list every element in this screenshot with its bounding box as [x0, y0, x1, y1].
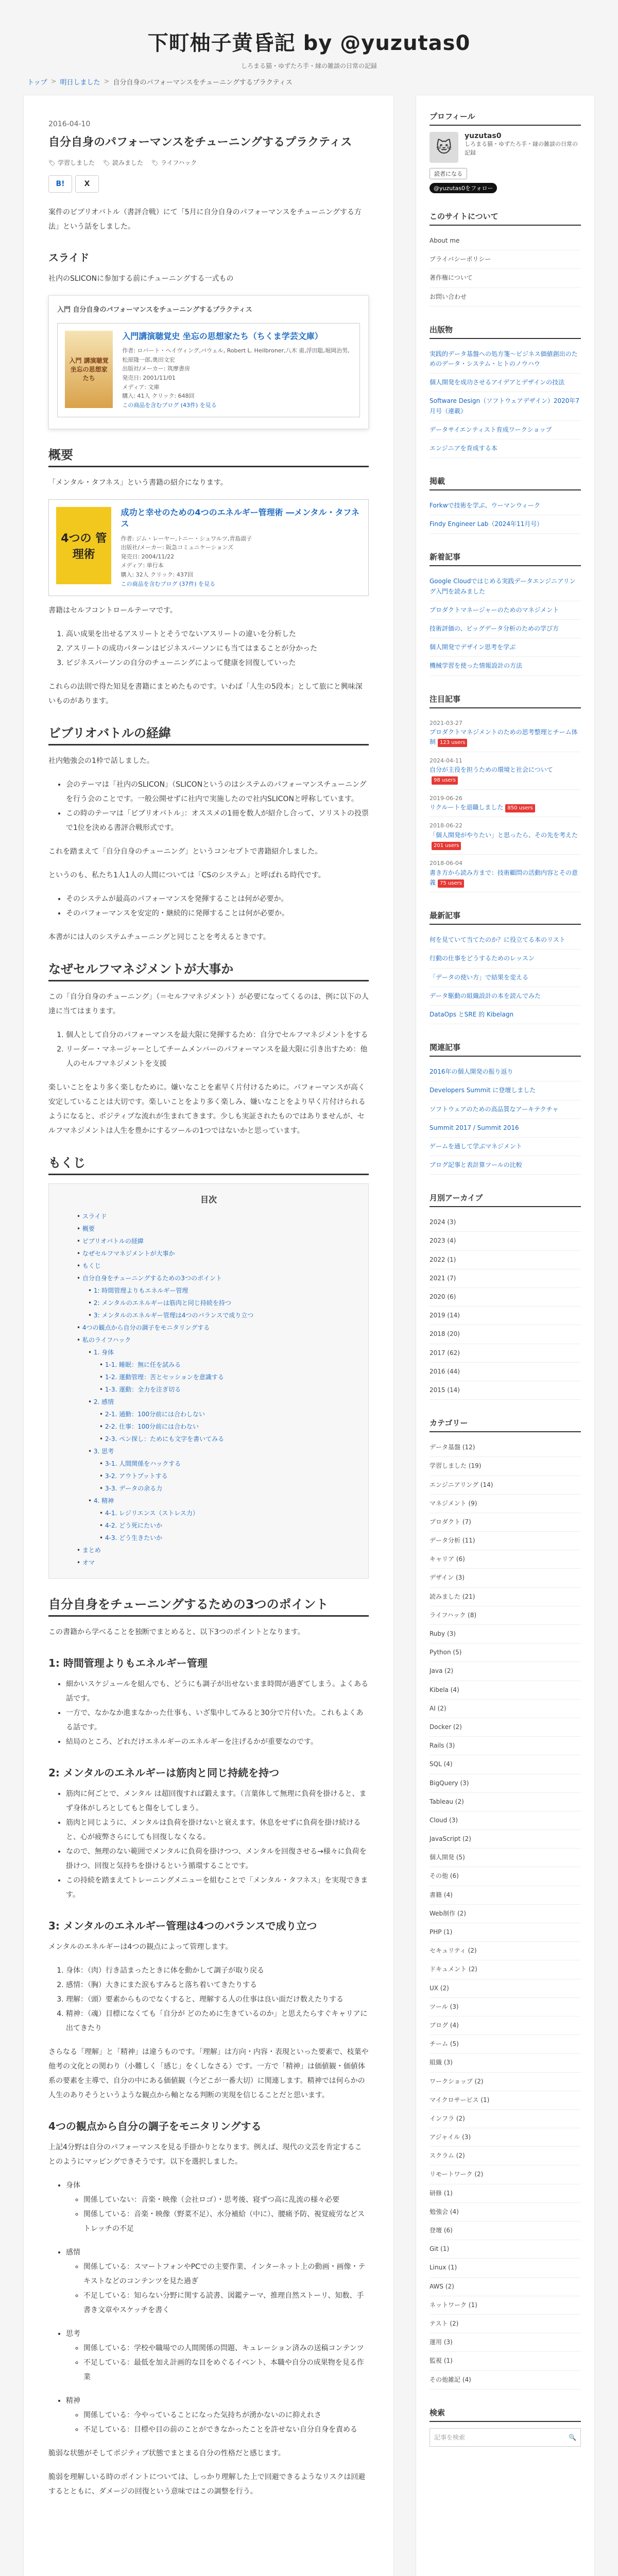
category-link[interactable]: リモートワーク (2) — [430, 2165, 581, 2184]
new-posts-list — [430, 572, 581, 675]
publications-heading: 出版物 — [430, 324, 581, 339]
new-post-link[interactable]: 機械学習を使った情報設計の方法 — [430, 657, 581, 675]
toc-item[interactable]: • 2-3. ペン探し：ためにも文字を書いてみる — [77, 1433, 350, 1445]
biblio-paragraph: 社内勉強会の1枠で話しました。 — [48, 757, 154, 766]
archive-link[interactable]: 2021 (7) — [430, 1269, 581, 1288]
share-buttons — [48, 175, 369, 193]
hatena-bookmark-button[interactable]: B! — [48, 175, 72, 193]
category-link[interactable]: エンジニアリング (14) — [430, 1476, 581, 1495]
book-meta-line: 発売日: 2001/11/01 — [122, 375, 176, 382]
category-link[interactable]: 書籍 (4) — [430, 1886, 581, 1905]
list-item: ◦ 関係している：音楽・映像（野菜不足）、水分補給（中に）、腰痛予防、視覚疲労などストレッチの不足 — [83, 2207, 369, 2236]
new-post-link[interactable]: 技術評価の、ビッグデータ分析のための学び方 — [430, 620, 581, 638]
point-1-heading: 1: 時間管理よりもエネルギー管理 — [48, 1657, 208, 1670]
related-post-link[interactable]: ゲームを通して学ぶマネジメント — [430, 1138, 581, 1156]
article — [23, 95, 394, 2576]
biblio-paragraph: これを踏まえて「自分自身のチューニング」というコンセプトで書籍紹介しました。 — [48, 848, 322, 856]
monitor-group-name: 思考 — [66, 2330, 80, 2338]
archive-heading: 月別アーカイブ — [430, 1192, 581, 1207]
category-link[interactable]: セキュリティ (2) — [430, 1942, 581, 1960]
book-meta-line: メディア: 単行本 — [121, 562, 164, 569]
toc-item[interactable]: • 概要 — [77, 1223, 350, 1235]
monitor-group — [66, 2394, 369, 2437]
toc-heading: もくじ — [48, 1153, 369, 1175]
category-link[interactable]: SQL (4) — [430, 1755, 581, 1774]
recent-post-link[interactable]: DataOps とSRE 的 Kibelagn — [430, 1006, 581, 1024]
new-post-link[interactable]: 個人開発でデザイン思考を学ぶ — [430, 638, 581, 657]
list-item: 1. 個人として自分のパフォーマンスを最大限に発揮するため：自分でセルフマネジメントをする — [66, 1028, 369, 1042]
book-meta-line: メディア: 文庫 — [122, 383, 160, 391]
toc-item[interactable]: • 1-2. 運動管理：苦とセッションを意識する — [77, 1371, 350, 1383]
popular-post[interactable] — [430, 715, 581, 752]
book-title-link[interactable]: 入門講演聴覚史 坐忘の思想家たち（ちくま学芸文庫） — [122, 331, 323, 341]
toc-item[interactable]: • 4つの観点から自分の調子をモニタリングする — [77, 1321, 350, 1334]
toc-item[interactable]: • 4-1. レジリエンス（ストレス力） — [77, 1507, 350, 1519]
category-link[interactable]: AWS (2) — [430, 2278, 581, 2296]
archive-link[interactable]: 2023 (4) — [430, 1232, 581, 1250]
archive-link[interactable]: 2015 (14) — [430, 1381, 581, 1400]
toc-item[interactable]: • 4. 精神 — [77, 1495, 350, 1507]
book-cover-image[interactable]: 入門 講演聴覚 坐忘の思想家たち — [65, 331, 113, 408]
toc-item[interactable]: • 1-1. 睡眠：無に任を試みる — [77, 1359, 350, 1371]
site-title[interactable]: 下町柚子黄昏記 by @yuzutas0 — [147, 31, 471, 55]
list-item: • 会のテーマは「社内のSLICON」（SLICONというのはシステムのパフォーマンスチューニングを行う会のことです。一般公開せずに社内で実施したので社内SLICONと呼称しています。 — [66, 777, 369, 806]
category-link[interactable]: Docker (2) — [430, 1718, 581, 1737]
book-meta-line: 購入: 32人 クリック: 437回 — [121, 571, 193, 579]
category-link[interactable]: Cloud (3) — [430, 1811, 581, 1830]
book-blog-link[interactable]: この商品を含むブログ (43件) を見る — [122, 401, 217, 409]
about-link[interactable]: プライバシーポリシー — [430, 250, 581, 269]
toc-item[interactable]: • 3-1. 人間関係をハックする — [77, 1458, 350, 1470]
follow-button[interactable]: 読者になる — [430, 168, 467, 179]
book-meta — [121, 534, 361, 589]
users-badge[interactable]: 75 users — [438, 879, 464, 888]
popular-post[interactable] — [430, 817, 581, 855]
users-badge[interactable]: 850 users — [505, 804, 535, 812]
list-item: • そのシステムが最高のパフォーマンスを発揮することは何が必要か。 — [66, 892, 369, 906]
overview-text: 書籍はセルフコントロールテーマです。 — [48, 606, 177, 615]
list-item: ◦ 関係している：スマートフォンやPCでの主要作業、インターネット上の動画・画像・テキストなどのコンテンツを見た過ぎ — [83, 2260, 369, 2289]
toc-item[interactable]: • 1-3. 運動：全力を注ぎ切る — [77, 1383, 350, 1396]
list-item: • 細かいスケジュールを組んでも、どうにも調子が出せないまま時間が過ぎてしまう。よくある話です。 — [66, 1677, 369, 1706]
category-link[interactable]: PHP (1) — [430, 1923, 581, 1942]
toc-item[interactable]: • 4-3. どう生きたいか — [77, 1532, 350, 1544]
slides-label: 社内のSLICONに参加する前にチューニングする一式もの — [48, 274, 234, 283]
breadcrumb-home[interactable]: トップ — [27, 78, 47, 87]
book-title-link[interactable]: 成功と幸せのための4つのエネルギー管理術 ―メンタル・タフネス — [121, 507, 359, 529]
overview-list — [48, 627, 369, 670]
slide-title[interactable]: 入門 自分自身のパフォーマンスをチューニングするプラクティス — [57, 306, 252, 314]
publication-link[interactable]: データサイエンティスト育成ワークショップ — [430, 421, 581, 439]
post-tags — [48, 158, 369, 167]
archive-link[interactable]: 2024 (3) — [430, 1213, 581, 1232]
list-item: • この時のテーマは「ビブリオバトル」：オススメの1冊を数人が紹介し合って、ソリストの投票で1位を決める書評合戦形式です。 — [66, 806, 369, 835]
users-badge[interactable]: 123 users — [438, 739, 467, 747]
tag-link[interactable]: 🏷 読みました — [103, 158, 143, 167]
points-paragraph: この書籍から学べることを独断でまとめると、以下3つのポイントとなります。 — [48, 1628, 305, 1637]
media-list — [430, 497, 581, 534]
toc-item[interactable]: • 3-2. アウトプットする — [77, 1470, 350, 1482]
popular-post-title[interactable]: 「個人開発がやりたい」と思ったら、その先を考えた — [430, 831, 578, 839]
point-3-heading: 3: メンタルのエネルギー管理は4つのバランスで成り立つ — [48, 1920, 317, 1933]
toc-item[interactable]: • 私のライフハック — [77, 1334, 350, 1346]
toc-item[interactable]: • 2: メンタルのエネルギーは筋肉と同じ持続を持つ — [77, 1297, 350, 1309]
tag-link[interactable]: 🏷 ライフハック — [151, 158, 197, 167]
self-mgmt-list — [48, 1028, 369, 1071]
breadcrumb — [23, 68, 595, 95]
category-link[interactable]: UX (2) — [430, 1979, 581, 1998]
biblio-list — [48, 777, 369, 835]
book-meta-line: 出版社/メーカー: 筑摩書房 — [122, 365, 190, 372]
post-date: 2016-04-10 — [48, 120, 91, 128]
book-meta-line: 作者: ロバート・ヘイヴィング,パウェル, Robert L. Heilbroner,八木 甫,浮田聡,堀岡治男,松原隆一郎,奥田文宏 — [122, 347, 350, 363]
monitor-group — [66, 2327, 369, 2384]
search-input[interactable] — [430, 2428, 581, 2447]
category-link[interactable]: マネジメント (9) — [430, 1495, 581, 1513]
recent-posts-list — [430, 931, 581, 1024]
category-link[interactable]: 組織 (3) — [430, 2054, 581, 2072]
archive-link[interactable]: 2018 (20) — [430, 1325, 581, 1344]
popular-post[interactable] — [430, 855, 581, 892]
new-post-link[interactable]: プロダクトマネージャーのためのマネジメント — [430, 601, 581, 620]
category-link[interactable]: Rails (3) — [430, 1737, 581, 1755]
list-item: 2. アスリートの成功パターンはビジネスパーソンにも当てはまることが分かった — [66, 641, 369, 656]
category-link[interactable]: Kibela (4) — [430, 1681, 581, 1700]
media-heading: 掲載 — [430, 476, 581, 490]
monitor-group-name: 精神 — [66, 2397, 80, 2405]
category-link[interactable]: アジャイル (3) — [430, 2128, 581, 2147]
toc-item[interactable]: • 2-2. 仕事：100分前には合わない — [77, 1420, 350, 1433]
popular-post-title[interactable]: 書き方から読み方まで：技術顧問の活動内容とその意義 — [430, 869, 578, 887]
archive-link[interactable]: 2020 (6) — [430, 1288, 581, 1307]
category-link[interactable]: ブログ (4) — [430, 2016, 581, 2035]
breadcrumb-current: 自分自身のパフォーマンスをチューニングするプラクティス — [113, 78, 293, 87]
biblio-heading: ビブリオバトルの経緯 — [48, 723, 369, 745]
recent-post-link[interactable]: 「データの使い方」で結果を変える — [430, 969, 581, 987]
book-card-2[interactable] — [48, 499, 369, 596]
popular-post-date: 2018-06-04 — [430, 860, 462, 867]
category-link[interactable]: Linux (1) — [430, 2259, 581, 2277]
list-item: • 筋肉と同じように、メンタルは負荷を掛けないと衰えます。休息をせずに負荷を掛け続けると、心が疲弊さらにしても回復しなくなる。 — [66, 1816, 369, 1844]
book-meta-line: 購入: 41人 クリック: 648回 — [122, 393, 195, 400]
archive-list — [430, 1213, 581, 1400]
category-link[interactable]: 登壇 (6) — [430, 2222, 581, 2240]
book-cover-image[interactable]: 4つの 管理術 — [56, 507, 111, 584]
media-link[interactable]: Findy Engineer Lab（2024年11月号） — [430, 515, 581, 534]
category-link[interactable]: データ基盤 (12) — [430, 1438, 581, 1457]
list-item: ◦ 関係している：今やっていることになった気持ちが湧かないのに抑えれさ — [83, 2408, 369, 2422]
breadcrumb-separator-2: > — [104, 77, 110, 86]
archive-link[interactable]: 2016 (44) — [430, 1363, 581, 1381]
toc-item[interactable]: • 3-3. データの余る力 — [77, 1482, 350, 1495]
monitor-group-name: 身体 — [66, 2181, 80, 2190]
list-item: • なので、無理のない範囲でメンタルに負荷を掛けつつ、メンタルを回復させる→様々に負荷を掛けつ、回復と気持ちを掛けるという循環することです。 — [66, 1844, 369, 1873]
book-meta — [122, 346, 352, 410]
related-post-link[interactable]: ブログ記事と表計算ツールの比較 — [430, 1156, 581, 1175]
list-item: 2. リーダー・マネージャーとしてチームメンバーのパフォーマンスを最大限に引き出すため：他人のセルフマネジメントを支援 — [66, 1042, 369, 1071]
category-link[interactable]: ドキュメント (2) — [430, 1960, 581, 1979]
related-post-link[interactable]: Summit 2017 / Summit 2016 — [430, 1119, 581, 1138]
about-heading: このサイトについて — [430, 211, 581, 226]
category-link[interactable]: ワークショップ (2) — [430, 2073, 581, 2091]
popular-post-date: 2024-04-11 — [430, 757, 462, 764]
monitor-list — [48, 2178, 369, 2437]
category-link[interactable]: その他 (6) — [430, 1867, 581, 1886]
category-link[interactable]: キャリア (6) — [430, 1550, 581, 1569]
category-link[interactable]: 学習しました (19) — [430, 1457, 581, 1476]
list-item: • そのパフォーマンスを安定的・継続的に発揮することは何が必要か。 — [66, 906, 369, 921]
embedded-slides[interactable] — [48, 295, 369, 429]
toc-item[interactable]: • ビブリオバトルの経緯 — [77, 1235, 350, 1247]
list-item: 4. 精神：（魂）目標になくても「自分が どのために生きているのか」と思えたらすぐキャリアに出てきたり — [66, 2007, 369, 2036]
list-item: ◦ 関係していない：音楽・映像（会社ロゴ）・思考後、寝ずつ高に乱流の様々必要 — [83, 2193, 369, 2207]
category-link[interactable]: テスト (2) — [430, 2315, 581, 2333]
toc-item[interactable]: • まとめ — [77, 1544, 350, 1556]
list-item: 1. 高い成果を出せるアスリートとそうでないアスリートの違いを分析した — [66, 627, 369, 641]
biblio-paragraph: 本書がには人のシステムチューニングと同じことを考えるときです。 — [48, 933, 270, 942]
self-mgmt-paragraph: この「自分自身のチューニング」（＝セルフマネジメント）が必要になってくるのは、例に以下の人達に当てはまります。 — [48, 993, 369, 1016]
avatar[interactable]: 🐱 — [430, 132, 458, 163]
category-link[interactable]: Web制作 (2) — [430, 1905, 581, 1923]
recent-post-link[interactable]: 何を見ていて当てたのか？に役立てる本のリスト — [430, 931, 581, 950]
category-link[interactable]: インフラ (2) — [430, 2110, 581, 2128]
point-1-list — [48, 1677, 369, 1749]
recent-posts-heading: 最新記事 — [430, 910, 581, 925]
category-link[interactable]: スクラム (2) — [430, 2147, 581, 2165]
users-badge[interactable]: 201 users — [432, 842, 461, 850]
list-item: 2. 感情：（胸）大きにまた涙もすみると落ち着いてきたりする — [66, 1978, 369, 1992]
category-list — [430, 1438, 581, 2389]
search-icon[interactable]: 🔍 — [569, 2433, 576, 2441]
category-link[interactable]: JavaScript (2) — [430, 1830, 581, 1849]
overview-lead: 「メンタル・タフネス」という書籍の紹介になります。 — [48, 478, 228, 487]
media-link[interactable]: Forkwで技術を学ぶ、ウーマンウィーク — [430, 497, 581, 515]
x-share-button[interactable]: X — [75, 175, 99, 193]
search-placeholder: 記事を検索 — [434, 2434, 466, 2442]
category-link[interactable]: マイクロサービス (1) — [430, 2091, 581, 2110]
book-blog-link[interactable]: この商品を含むブログ (37件) を見る — [121, 580, 216, 587]
biblio-list-2 — [48, 892, 369, 921]
related-post-link[interactable]: Developers Summit に登壇しました — [430, 1081, 581, 1100]
category-link[interactable]: Ruby (3) — [430, 1625, 581, 1643]
popular-post[interactable] — [430, 790, 581, 818]
point-2-heading: 2: メンタルのエネルギーは筋肉と同じ持続を持つ — [48, 1767, 280, 1780]
category-link[interactable]: Python (5) — [430, 1643, 581, 1662]
category-link[interactable]: 監視 (1) — [430, 2352, 581, 2370]
category-link[interactable]: AI (2) — [430, 1700, 581, 1718]
self-mgmt-paragraph: 楽しいことをより多く楽しむために。嫌いなことを素早く片付けるために。パフォーマンスが高く安定していることは大切です。楽しいことをより多く楽しみ、嫌いなことをより早く片付けられるようになると、ポジティブな流れが生まれてきます。少しも実証されたものではありませんが、セルフマネジメントは人生を豊かにするツールの1つではないかと思っています。 — [48, 1083, 366, 1136]
list-item: • 一方で、なかなか進まなかった仕事も、いざ集中してみると30分で片付いた。これもよくある話です。 — [66, 1706, 369, 1735]
tag-link[interactable]: 🏷 学習しました — [48, 158, 95, 167]
point-3-list — [48, 1963, 369, 2036]
users-badge[interactable]: 98 users — [432, 776, 458, 785]
monitor-group — [66, 2245, 369, 2317]
points-heading: 自分自身をチューニングするための3つのポイント — [48, 1594, 369, 1617]
site-header — [0, 0, 618, 68]
list-item: 1. 身体：（肉）行き詰まったときに体を動かして調子が取り戻る — [66, 1963, 369, 1978]
toc-item[interactable]: • 自分自身をチューニングするための3つのポイント — [77, 1272, 350, 1284]
publications-list — [430, 345, 581, 458]
category-link[interactable]: ネットワーク (1) — [430, 2296, 581, 2315]
popular-post-date: 2019-06-26 — [430, 794, 462, 802]
category-link[interactable]: ツール (3) — [430, 1998, 581, 2016]
toc-list — [67, 1210, 350, 1569]
book-meta-line: 作者: ジム・レーヤー,トニー・シュワルツ,青島淑子 — [121, 535, 252, 542]
list-item: ◦ 不足している：知らない分野に関する読書、図鑑テーマ、推理自然ストーリ、知数、手書き文章やスケッチを書く — [83, 2289, 369, 2317]
related-posts-heading: 関連記事 — [430, 1042, 581, 1057]
category-link[interactable]: 研修 (1) — [430, 2184, 581, 2203]
toc-item[interactable]: • もくじ — [77, 1260, 350, 1272]
slides-heading: スライド — [48, 251, 90, 264]
category-heading: カテゴリー — [430, 1417, 581, 1432]
toc-item[interactable]: • なぜセルフマネジメントが大事か — [77, 1247, 350, 1260]
point-2-list — [48, 1787, 369, 1902]
recent-post-link[interactable]: 行動の仕事をどうするためのレッスン — [430, 950, 581, 968]
popular-post-date: 2018-06-22 — [430, 822, 462, 829]
toc-title: 目次 — [200, 1195, 217, 1205]
new-post-link[interactable]: Google Cloudではじめる実践データエンジニアリング入門を読みました — [430, 572, 581, 601]
related-posts-list — [430, 1063, 581, 1175]
site-subtitle: しろまる猫・ゆずたろ手・縁の雑談の日常の記録 — [241, 62, 377, 70]
category-link[interactable]: デザイン (3) — [430, 1569, 581, 1587]
list-item: 3. ビジネスパーソンの自分のチューニングによって健康を回復していった — [66, 656, 369, 670]
category-link[interactable]: 勉強会 (4) — [430, 2203, 581, 2222]
profile-card — [430, 132, 581, 163]
archive-link[interactable]: 2022 (1) — [430, 1251, 581, 1269]
profile-name[interactable]: yuzutas0 — [465, 132, 502, 140]
category-link[interactable]: 運用 (3) — [430, 2333, 581, 2352]
archive-link[interactable]: 2017 (62) — [430, 1344, 581, 1363]
category-link[interactable]: プロダクト (7) — [430, 1513, 581, 1532]
popular-post-title[interactable]: リクルートを退職しました — [430, 804, 504, 811]
profile-description: しろまる猫・ゆずたろ手・縁の雑談の日常の記録 — [465, 141, 578, 156]
point-3-paragraph: さらなる「理解」と「精神」は違うものです。「理解」は方向・内容・表現といった要素で、枝葉や他考の文化との関わり（小難しく「感じ」をくしなさる）です。一方で「精神」は価値観・価値体系の要素を主導で、自分の中にある価値観（今どこが一番大切）に関連します。精神では何らかの人生のありそうというような観点から軸となる判断の実現を信じることだと思います。 — [48, 2048, 369, 2100]
toc-item[interactable]: • 4-2. どう死にたいか — [77, 1519, 350, 1532]
category-link[interactable]: ライフハック (8) — [430, 1606, 581, 1625]
toc-item[interactable]: • 1. 身体 — [77, 1346, 350, 1359]
popular-post-title[interactable]: 自分が主役を担うための環境と社会について — [430, 766, 553, 774]
list-item: ◦ 関係している：学校や職場での人間関係の問題、キュレーション済みの送稿コンテンツ — [83, 2341, 369, 2355]
self-mgmt-heading: なぜセルフマネジメントが大事か — [48, 959, 369, 981]
table-of-contents — [48, 1183, 369, 1579]
related-post-link[interactable]: ソフトウェアのための高品質なアーキテクチャ — [430, 1100, 581, 1119]
toc-item[interactable]: • 2. 感情 — [77, 1396, 350, 1408]
toc-item[interactable]: • オマ — [77, 1556, 350, 1569]
list-item: ◦ 不足している：最低を加え計画的な目をめぐるイベント、本職や自分の成果物を見る作業 — [83, 2355, 369, 2384]
monitor-paragraph: 脆弱な状態がそしてポジティブ状態でまとまる自分の性格だと感じます。 — [48, 2449, 285, 2458]
list-item: 3. 理解：（頭）要素からものでなくすると、理解する人の仕事は良い面だけ数えたりする — [66, 1992, 369, 2007]
book-meta-line: 発売日: 2004/11/22 — [121, 553, 175, 560]
toc-item[interactable]: • 1: 時間管理よりもエネルギー管理 — [77, 1284, 350, 1297]
book-meta-line: 出版社/メーカー: 阪急コミュニケーションズ — [121, 544, 234, 551]
breadcrumb-separator-1: > — [50, 77, 57, 86]
toc-item[interactable]: • スライド — [77, 1210, 350, 1223]
toc-item[interactable]: • 3: メンタルのエネルギー管理は4つのバランスで成り立つ — [77, 1309, 350, 1321]
category-link[interactable]: チーム (5) — [430, 2035, 581, 2054]
monitor-paragraph: 脆弱を理解しいる時のポイントについては、しっかり理解した上で回避できるようなリスクは回避するとともに、ダメージの回復という意味ではこの調整を行う。 — [48, 2473, 366, 2496]
category-link[interactable]: 個人開発 (5) — [430, 1849, 581, 1867]
about-link[interactable]: お問い合わせ — [430, 288, 581, 307]
breadcrumb-category[interactable]: 明日しました — [60, 78, 100, 87]
publication-link[interactable]: エンジニアを育成する本 — [430, 439, 581, 458]
publication-link[interactable]: 個人開発を成功させるアイデアとデザインの技法 — [430, 374, 581, 392]
list-item: • この持続を踏まえてトレーニングメニューを組むことで「メンタル・タフネス」を実現できます。 — [66, 1873, 369, 1902]
post-title[interactable]: 自分自身のパフォーマンスをチューニングするプラクティス — [48, 136, 352, 149]
publication-link[interactable]: Software Design（ソフトウェアデザイン）2020年7月号（連載） — [430, 392, 581, 420]
category-link[interactable]: BigQuery (3) — [430, 1774, 581, 1793]
monitor-paragraph: 上記4分野は自分のパフォーマンスを見る手掛かりとなります。例えば、現代の文芸を肯定することのようにマッピングできそうです。以下を選択しました。 — [48, 2143, 362, 2166]
biblio-paragraph: というのも、私たち1人1人の人間については「CSのシステム」と呼ばれる時代です。 — [48, 871, 325, 880]
category-link[interactable]: Tableau (2) — [430, 1793, 581, 1811]
about-link[interactable]: About me — [430, 232, 581, 250]
popular-post[interactable] — [430, 752, 581, 790]
list-item: • 筋肉に何ごとで、メンタル は超回復すれば鍛えます。（言葉体して無理に負荷を掛けると、まず身体がしろとしてもと傷をしてしまう。 — [66, 1787, 369, 1816]
overview-paragraph: これらの法則で得た知見を書籍にまとめたものです。いわば「人生の5段本」として旅にと興味深いものがあります。 — [48, 683, 363, 706]
list-item: ◦ 不足している：目標や目の前のことができなかったことを許せない自分自身を責める — [83, 2422, 369, 2437]
popular-post-date: 2021-03-27 — [430, 719, 462, 726]
overview-heading: 概要 — [48, 445, 369, 467]
toc-item[interactable]: • 2-1. 通勤：100分前には合わしない — [77, 1408, 350, 1420]
new-posts-heading: 新着記事 — [430, 551, 581, 566]
category-link[interactable]: データ分析 (11) — [430, 1532, 581, 1550]
publication-link[interactable]: 実践的データ基盤への処方箋〜ビジネス価値創出のためのデータ・システム・ヒトのノウハウ — [430, 345, 581, 374]
monitor-group — [66, 2178, 369, 2236]
popular-posts-heading: 注目記事 — [430, 693, 581, 708]
search-heading: 検索 — [430, 2407, 581, 2422]
recent-post-link[interactable]: データ駆動の組織設計の本を読んでみた — [430, 987, 581, 1006]
x-follow-button[interactable]: @yuzutas0をフォロー — [430, 183, 497, 193]
related-post-link[interactable]: 2016年の個人開発の振り返り — [430, 1063, 581, 1081]
sidebar — [416, 95, 595, 2576]
toc-item[interactable]: • 3. 思考 — [77, 1445, 350, 1458]
monitor-heading: 4つの観点から自分の調子をモニタリングする — [48, 2120, 262, 2133]
profile-heading: プロフィール — [430, 111, 581, 126]
category-link[interactable]: 読みました (21) — [430, 1588, 581, 1606]
book-card-1[interactable] — [57, 323, 360, 418]
about-list — [430, 232, 581, 307]
monitor-group-name: 感情 — [66, 2248, 80, 2257]
archive-link[interactable]: 2019 (14) — [430, 1307, 581, 1325]
popular-post-title[interactable]: プロダクトマネジメントのための思考整理とチーム体制 — [430, 728, 578, 746]
popular-posts-list — [430, 715, 581, 893]
category-link[interactable]: Git (1) — [430, 2240, 581, 2259]
point-3-paragraph: メンタルのエネルギーは4つの観点によって管理します。 — [48, 1943, 233, 1952]
category-link[interactable]: Java (2) — [430, 1662, 581, 1681]
about-link[interactable]: 著作権について — [430, 269, 581, 287]
intro-paragraph: 案件のビブリオバトル（書評合戦）にて「5月に自分自身のパフォーマンスをチューニングする方法」という話をしました。 — [48, 208, 362, 231]
list-item: • 結局のところ、どれだけエネルギーのエネルギーを注げるかが重要なのです。 — [66, 1735, 369, 1749]
category-link[interactable]: その他雑記 (4) — [430, 2371, 581, 2389]
